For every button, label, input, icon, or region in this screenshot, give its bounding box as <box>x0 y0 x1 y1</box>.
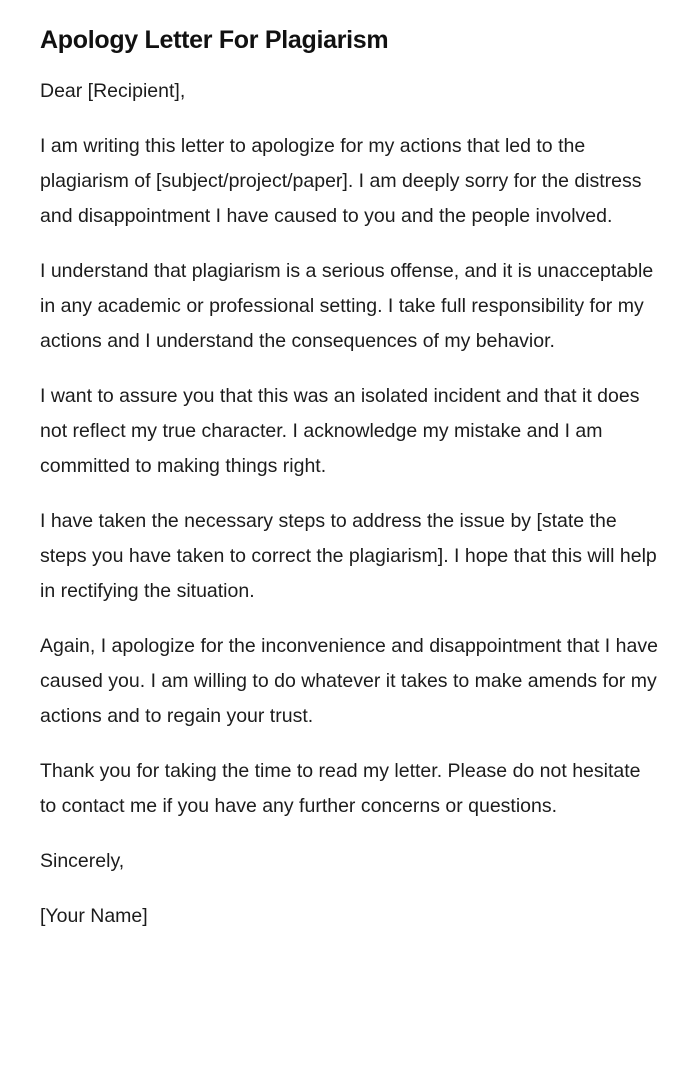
letter-signature: [Your Name] <box>40 905 148 927</box>
letter-paragraph-6: Thank you for taking the time to read my letter. Please do not hesitate to contact me if you have any further concerns or questions. <box>40 760 641 817</box>
letter-paragraph-5: Again, I apologize for the inconvenience and disappointment that I have caused you. I am willing to do whatever it takes to make amends for my actions and to regain your trust. <box>40 635 658 727</box>
letter-paragraph-2: I understand that plagiarism is a serious offense, and it is unacceptable in any academic or professional setting. I take full responsibility for my actions and I understand the consequences of my behavior. <box>40 260 654 352</box>
letter-salutation: Dear [Recipient], <box>40 80 186 102</box>
letter-paragraph-3: I want to assure you that this was an isolated incident and that it does not reflect my true character. I acknowledge my mistake and I am committed to making things right. <box>40 385 640 477</box>
letter-closing: Sincerely, <box>40 850 125 872</box>
letter-title: Apology Letter For Plagiarism <box>40 26 389 54</box>
letter-paragraph-1: I am writing this letter to apologize for my actions that led to the plagiarism of [subject/project/paper]. I am deeply sorry for the distress and disappointment I have caused to you and the people involved. <box>40 135 642 227</box>
letter-paragraph-4: I have taken the necessary steps to address the issue by [state the steps you have taken to correct the plagiarism]. I hope that this will help in rectifying the situation. <box>40 510 657 602</box>
